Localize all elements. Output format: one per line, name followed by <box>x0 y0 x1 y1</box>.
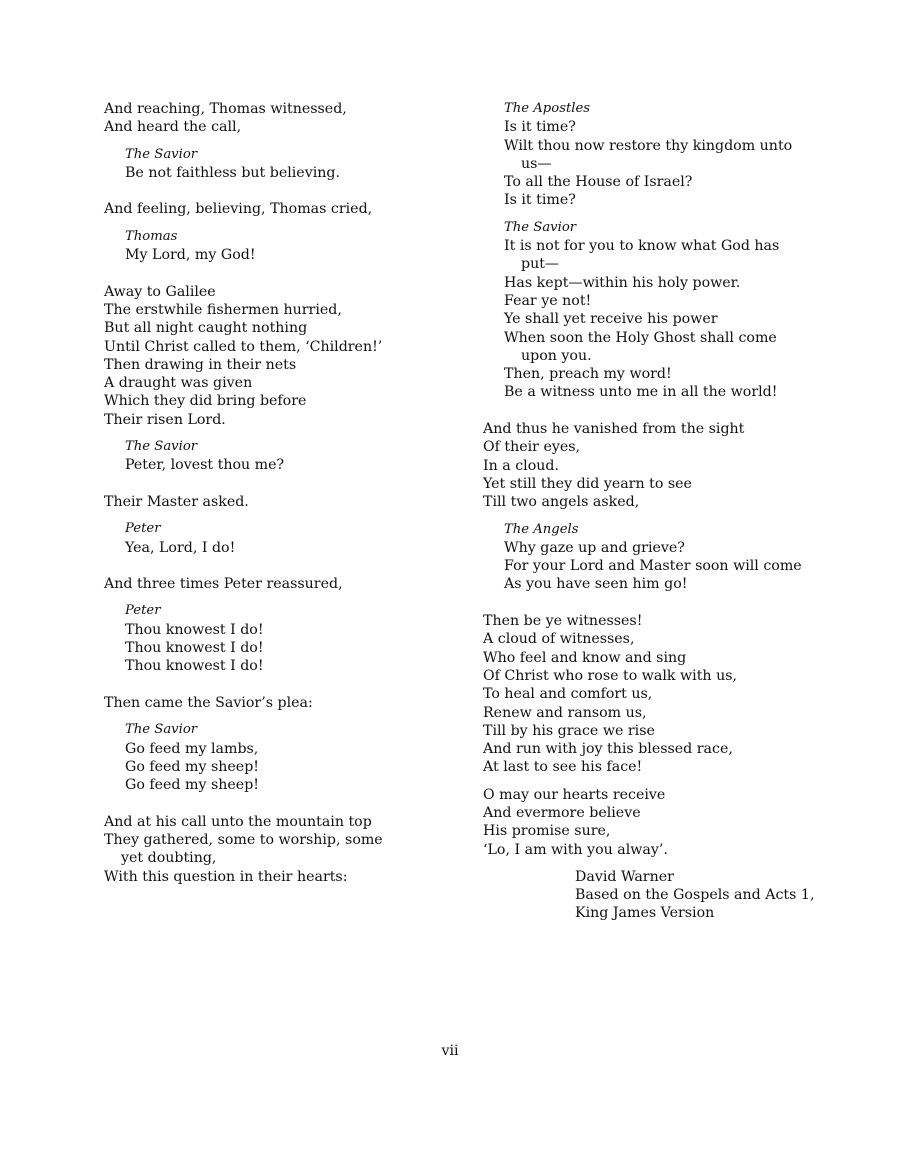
verse-line: Until Christ called to them, ‘Children!’ <box>104 338 383 355</box>
speech-block <box>104 146 474 183</box>
verse-line: Is it time? <box>504 119 576 136</box>
verse-line: A cloud of witnesses, <box>483 631 635 648</box>
verse-line: Fear ye not! <box>504 292 592 309</box>
verse-line: To heal and comfort us, <box>483 686 653 703</box>
verse-line: Yea, Lord, I do! <box>125 539 236 556</box>
verse-line: And run with joy this blessed race, <box>483 741 733 758</box>
verse-line: Peter, lovest thou me? <box>125 457 285 474</box>
verse-line: Thou knowest I do! <box>125 658 264 675</box>
speech-block <box>483 100 794 210</box>
author-name: David Warner <box>575 868 674 885</box>
speech-block <box>104 721 474 794</box>
speaker-label: Thomas <box>125 228 178 244</box>
narration-block <box>104 200 474 218</box>
narration-block <box>104 283 474 429</box>
verse-line: Wilt thou now restore thy kingdom unto us— <box>504 137 793 172</box>
verse-line: Till by his grace we rise <box>483 722 655 739</box>
speech-block <box>104 438 474 475</box>
verse-line: Their risen Lord. <box>104 411 226 428</box>
verse-line: And three times Peter reassured, <box>104 576 343 593</box>
verse-line: Yet still they did yearn to see <box>483 475 692 492</box>
verse-line: Go feed my lambs, <box>125 740 259 757</box>
speech-block <box>104 602 474 675</box>
author-attribution <box>483 868 823 923</box>
verse-line: My Lord, my God! <box>125 247 256 264</box>
verse-line: They gathered, some to worship, some yet doubting, <box>104 831 383 867</box>
verse-line: Why gaze up and grieve? <box>504 539 685 556</box>
verse-line: Then came the Savior’s plea: <box>104 694 313 711</box>
verse-line: Which they did bring before <box>104 393 307 410</box>
verse-line: O may our hearts receive <box>483 786 666 803</box>
left-column <box>104 100 474 886</box>
verse-line: His promise sure, <box>483 823 611 840</box>
verse-line: And at his call unto the mountain top <box>104 813 372 830</box>
narration-block <box>104 493 474 511</box>
verse-line: But all night caught nothing <box>104 320 308 337</box>
source-note: King James Version <box>575 905 715 922</box>
page-number: vii <box>441 1043 459 1059</box>
verse-line: Of their eyes, <box>483 439 581 456</box>
verse-line: With this question in their hearts: <box>104 868 348 885</box>
verse-line: When soon the Holy Ghost shall come upon you. <box>504 329 777 364</box>
right-column <box>483 100 823 923</box>
speech-block <box>104 228 474 265</box>
speaker-label: The Savior <box>125 722 198 738</box>
verse-line: Go feed my sheep! <box>125 758 259 775</box>
verse-line: And evermore believe <box>483 804 641 821</box>
verse-line: And feeling, believing, Thomas cried, <box>104 201 373 218</box>
verse-line: And thus he vanished from the sight <box>483 421 745 438</box>
speaker-label: Peter <box>125 603 161 619</box>
verse-line: Be a witness unto me in all the world! <box>504 384 778 401</box>
verse-line: Go feed my sheep! <box>125 777 259 794</box>
speech-block <box>104 520 474 557</box>
verse-line: As you have seen him go! <box>504 576 688 593</box>
verse-line: Then, preach my word! <box>504 366 672 383</box>
verse-line: Ye shall yet receive his power <box>504 311 718 328</box>
verse-line: Till two angels asked, <box>483 494 640 511</box>
speaker-label: The Angels <box>504 521 579 537</box>
narration-block <box>483 612 823 777</box>
narration-block <box>104 694 474 712</box>
verse-line: For your Lord and Master soon will come <box>504 558 802 575</box>
verse-line: ‘Lo, I am with you alway’. <box>483 841 668 858</box>
verse-line: Thou knowest I do! <box>125 640 264 657</box>
speech-block <box>483 219 794 402</box>
verse-line: Who feel and know and sing <box>483 649 687 666</box>
speaker-label: The Savior <box>125 146 198 162</box>
verse-line: At last to see his face! <box>483 759 643 776</box>
speaker-label: The Savior <box>125 439 198 455</box>
verse-line: Then be ye witnesses! <box>483 613 643 630</box>
verse-line: Then drawing in their nets <box>104 356 297 373</box>
verse-line: A draught was given <box>104 375 253 392</box>
speaker-label: Peter <box>125 521 161 537</box>
verse-line: And reaching, Thomas witnessed, <box>104 101 347 117</box>
verse-line: The erstwhile fishermen hurried, <box>104 301 342 318</box>
verse-line: Of Christ who rose to walk with us, <box>483 667 737 684</box>
verse-line: Is it time? <box>504 192 576 209</box>
verse-line: Away to Galilee <box>104 283 216 300</box>
verse-line: And heard the call, <box>104 119 242 136</box>
narration-block <box>483 420 823 511</box>
verse-line: Be not faithless but believing. <box>125 164 340 181</box>
speaker-label: The Savior <box>504 219 577 235</box>
verse-line: It is not for you to know what God has put— <box>504 238 780 273</box>
narration-block <box>104 813 404 886</box>
verse-line: In a cloud. <box>483 457 559 474</box>
speaker-label: The Apostles <box>504 101 591 116</box>
verse-line: Renew and ransom us, <box>483 704 647 721</box>
verse-line: Thou knowest I do! <box>125 621 264 638</box>
verse-line: Has kept—within his holy power. <box>504 274 741 291</box>
verse-line: Their Master asked. <box>104 493 249 510</box>
narration-block <box>483 786 823 859</box>
speech-block <box>483 521 823 594</box>
source-note: Based on the Gospels and Acts 1, <box>575 887 815 904</box>
verse-line: To all the House of Israel? <box>504 174 693 191</box>
narration-block <box>104 100 474 137</box>
narration-block <box>104 575 474 593</box>
